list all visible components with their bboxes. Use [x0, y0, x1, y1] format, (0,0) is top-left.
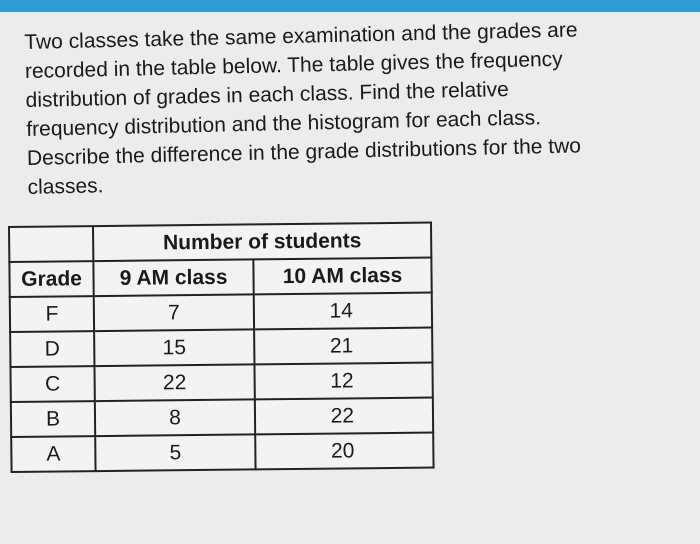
table-row [10, 328, 432, 367]
grade-cell: C [10, 366, 94, 402]
table-row [11, 433, 433, 472]
grades-frequency-table [8, 222, 435, 473]
nine-am-count-cell: 22 [94, 364, 254, 401]
grade-cell: A [11, 436, 95, 472]
top-edge-bar [0, 0, 700, 12]
problem-line: recorded in the table below. The table gives the frequency [24, 47, 563, 83]
nine-am-count-cell: 7 [94, 294, 254, 331]
table-row [10, 293, 432, 332]
ten-am-column-header: 10 AM class [253, 258, 431, 295]
table-row [11, 398, 433, 437]
problem-line: Two classes take the same examination and the grades are [24, 18, 578, 54]
nine-am-column-header: 9 AM class [93, 259, 253, 296]
grade-cell: F [10, 296, 94, 332]
problem-line: distribution of grades in each class. Find the relative [25, 78, 510, 112]
ten-am-count-cell: 20 [255, 433, 433, 470]
empty-corner-cell [9, 226, 93, 262]
problem-line: frequency distribution and the histogram for each class. [26, 106, 542, 141]
number-of-students-header: Number of students [93, 223, 431, 262]
table-row [10, 363, 432, 402]
ten-am-count-cell: 22 [255, 398, 433, 435]
grade-cell: B [11, 401, 95, 437]
table-column-header-row [9, 258, 431, 297]
ten-am-count-cell: 14 [254, 293, 432, 330]
grades-table-container [8, 222, 435, 473]
ten-am-count-cell: 12 [254, 363, 432, 400]
grade-column-header: Grade [9, 261, 93, 297]
ten-am-count-cell: 21 [254, 328, 432, 365]
problem-statement [24, 13, 668, 201]
problem-line: Describe the difference in the grade distributions for the two [26, 134, 582, 170]
problem-line: classes. [27, 174, 104, 199]
grade-cell: D [10, 331, 94, 367]
nine-am-count-cell: 15 [94, 329, 254, 366]
nine-am-count-cell: 5 [95, 434, 255, 471]
table-group-header-row [9, 223, 431, 262]
nine-am-count-cell: 8 [95, 399, 255, 436]
